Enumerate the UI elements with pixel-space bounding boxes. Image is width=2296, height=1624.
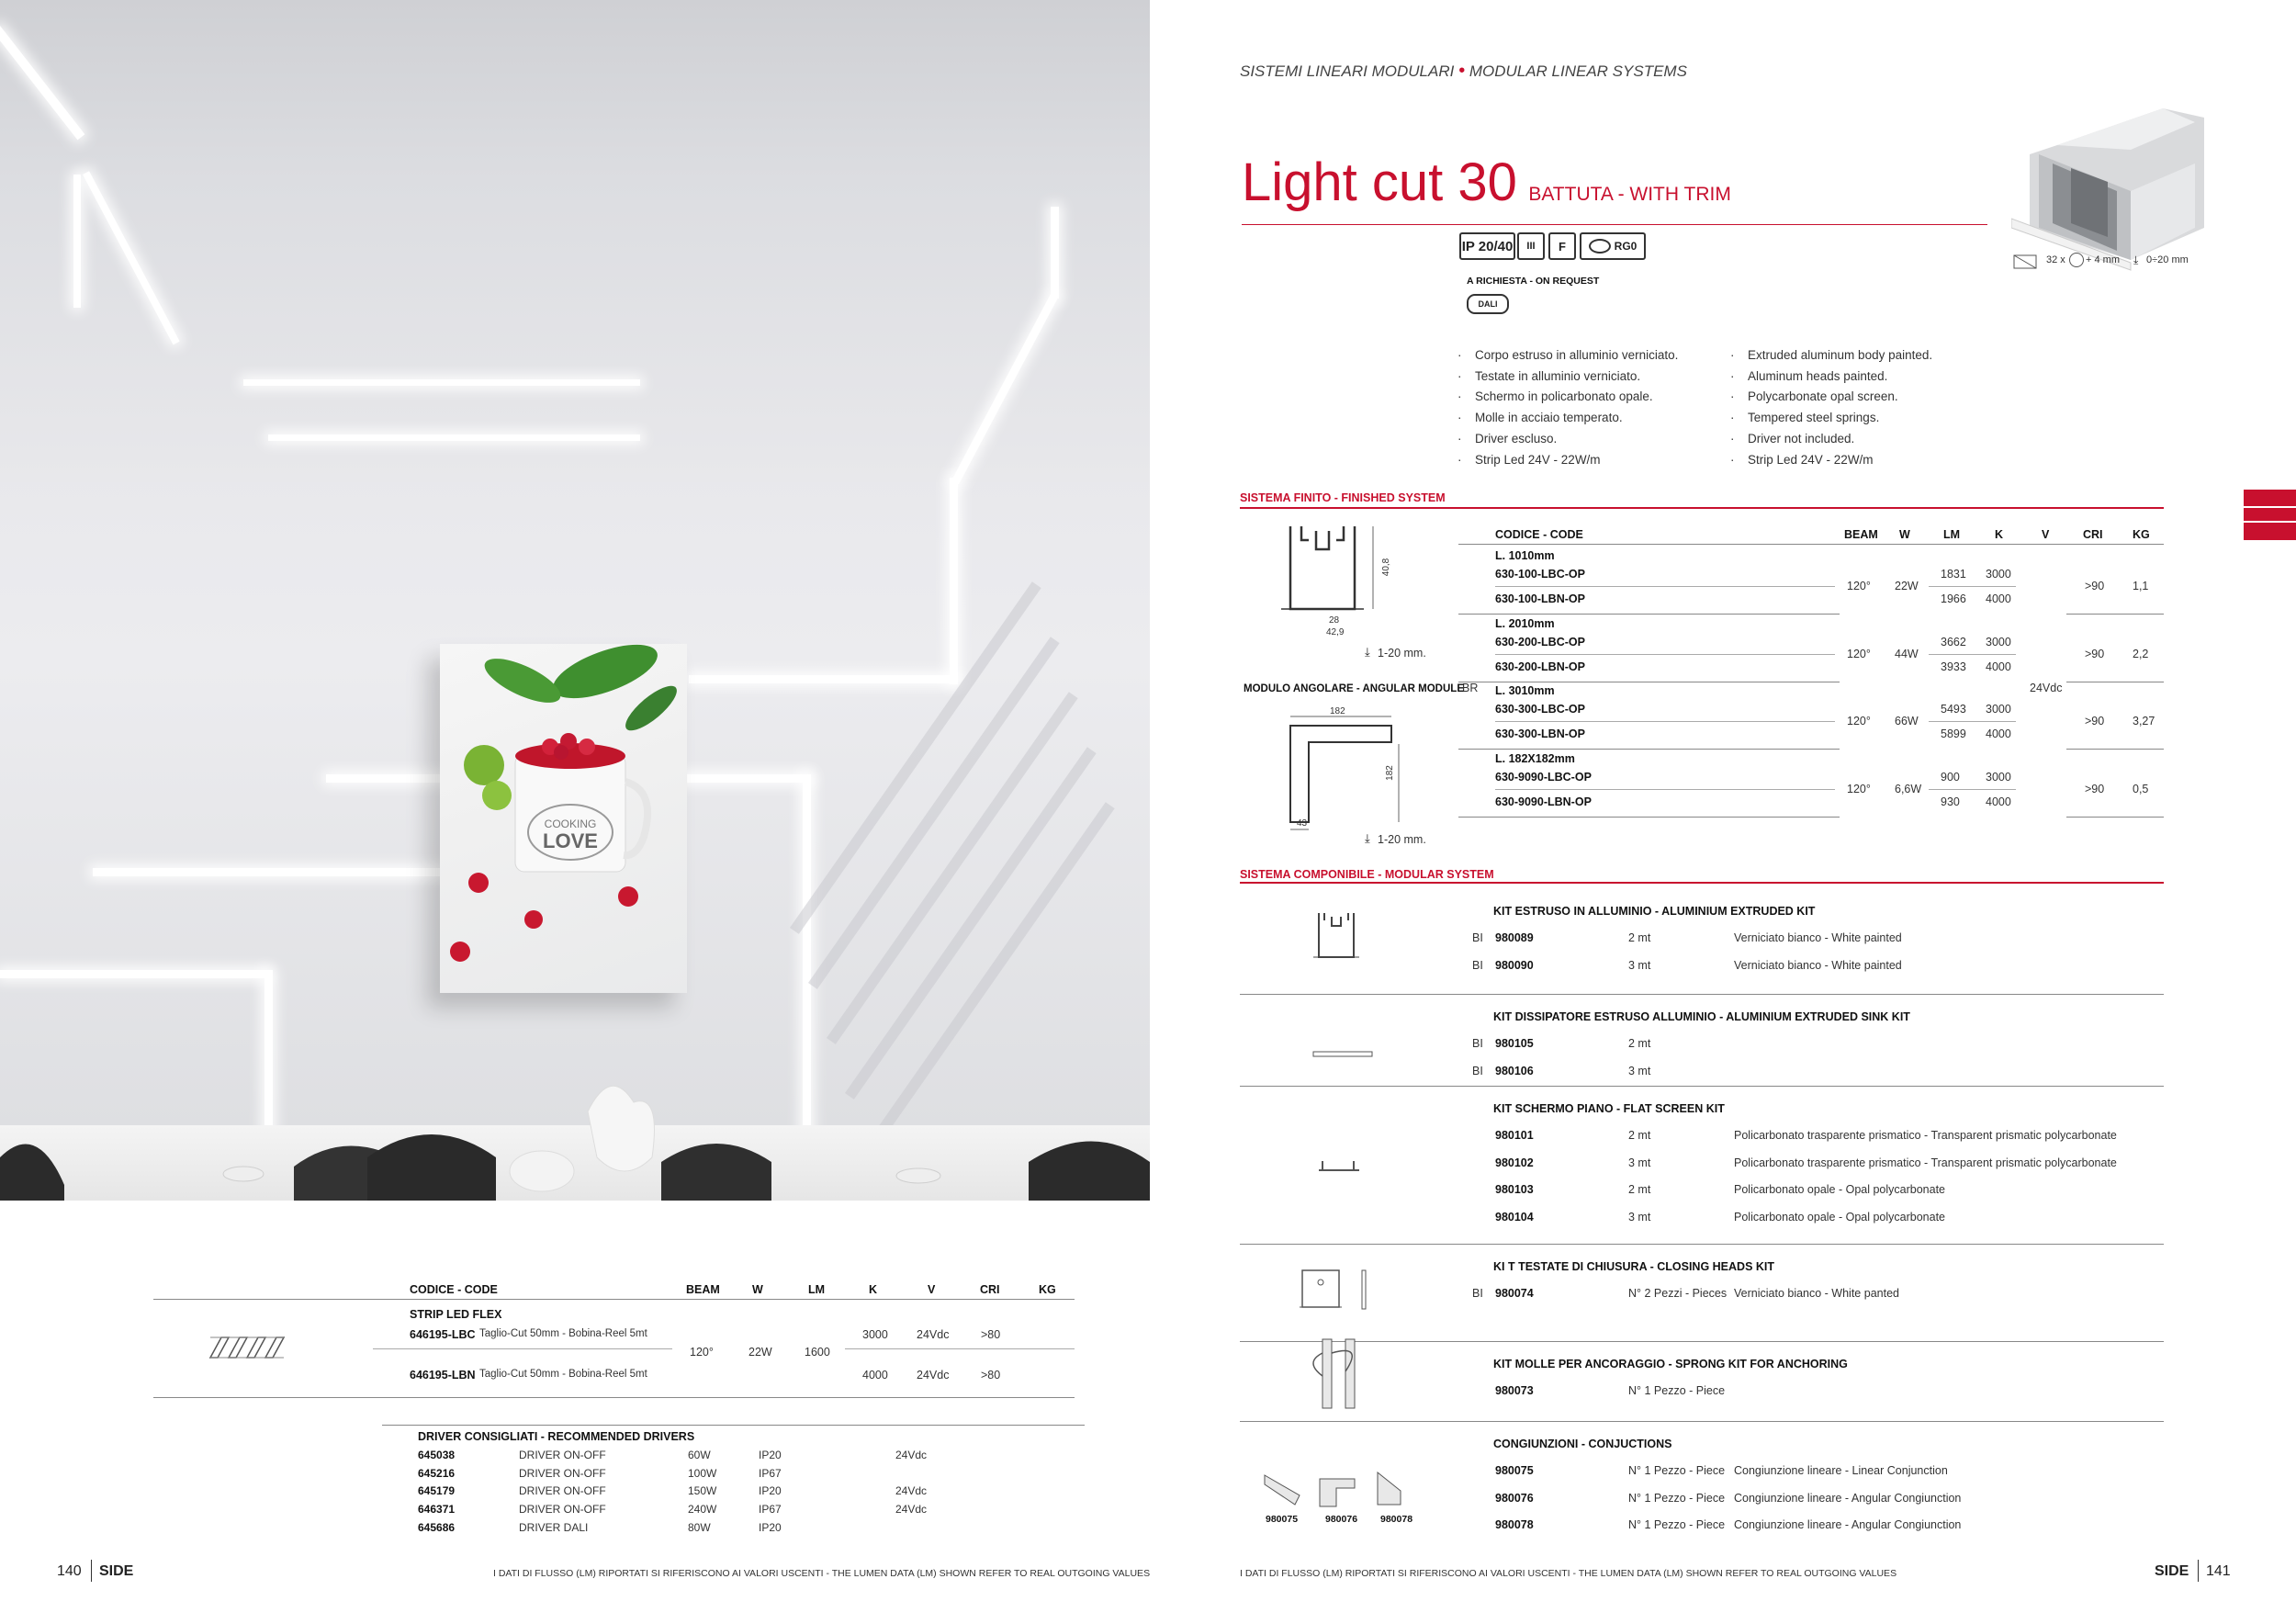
divider	[1495, 721, 1835, 722]
driver-w: 240W	[688, 1503, 717, 1517]
kit-code: 980074	[1495, 1287, 1534, 1300]
kit-qty: 3 mt	[1628, 958, 1651, 972]
group-title: L. 182X182mm	[1495, 751, 1575, 765]
strip-k-1: 3000	[862, 1328, 888, 1341]
feature-en-item: Polycarbonate opal screen.	[1748, 389, 1898, 404]
kit-title: KIT ESTRUSO IN ALLUMINIO - ALUMINIUM EXTRUDED KIT	[1493, 905, 1816, 918]
dali-badge: DALI	[1467, 294, 1509, 314]
driver-name: DRIVER ON-OFF	[519, 1503, 606, 1517]
brand-right: SIDE	[2155, 1563, 2189, 1579]
kit-code: 980105	[1495, 1037, 1534, 1050]
driver-name: DRIVER DALI	[519, 1520, 589, 1534]
dim-w: 28	[1329, 615, 1340, 626]
ip-rating-badge: IP 20/40	[1459, 232, 1515, 260]
divider	[1240, 1244, 2164, 1245]
kit-code: 980075	[1495, 1464, 1534, 1477]
strip-cri-2: >80	[981, 1369, 1001, 1382]
divider	[2066, 749, 2164, 750]
kit-qty: N° 1 Pezzo - Piece	[1628, 1384, 1726, 1397]
driver-v: 24Vdc	[895, 1503, 928, 1517]
finished-code: 630-300-LBC-OP	[1495, 703, 1585, 716]
kit-desc: Verniciato bianco - White painted	[1734, 958, 1902, 972]
kit-color: BI	[1472, 1287, 1483, 1300]
feature-bullet: ·	[1730, 389, 1735, 404]
kit-desc: Policarbonato opale - Opal polycarbonate	[1734, 1183, 1946, 1197]
kit-qty: N° 1 Pezzo - Piece	[1628, 1491, 1726, 1505]
finished-w: 66W	[1895, 715, 1919, 727]
finished-kg: 1,1	[2133, 580, 2149, 592]
group-title: L. 3010mm	[1495, 684, 1555, 697]
finished-w: 22W	[1895, 580, 1919, 592]
divider	[1495, 654, 1835, 655]
modular-section-title: SISTEMA COMPONIBILE - MODULAR SYSTEM	[1240, 868, 1494, 881]
product-title: Light cut 30	[1242, 152, 1517, 212]
strip-code-2: 646195-LBN	[410, 1369, 476, 1382]
divider	[1495, 586, 1835, 587]
feature-bullet: ·	[1458, 431, 1462, 445]
divider	[845, 1348, 1075, 1349]
bullet-dot: •	[1458, 61, 1466, 81]
finished-cri: >90	[2085, 715, 2105, 727]
canvas-picture	[440, 644, 687, 993]
page-number-right: 141	[2206, 1563, 2231, 1579]
driver-w: 80W	[688, 1520, 711, 1534]
finished-underline	[1240, 507, 2164, 509]
driver-ip: IP20	[759, 1520, 782, 1534]
finished-k: 4000	[1986, 660, 2011, 673]
angular-dim-b: 182	[1384, 765, 1395, 781]
finished-lm: 900	[1941, 770, 1960, 784]
driver-code: 646371	[418, 1503, 456, 1517]
feature-bullet: ·	[1730, 348, 1735, 362]
finished-cri: >90	[2085, 647, 2105, 660]
kit-desc: Congiunzione lineare - Angular Congiunction	[1734, 1491, 1962, 1505]
kit-qty: 2 mt	[1628, 1037, 1651, 1050]
kit-color: BI	[1472, 958, 1483, 972]
finished-k: 3000	[1986, 568, 2011, 581]
divider	[1240, 1421, 2164, 1422]
dim-depth: 0÷20 mm	[2146, 254, 2189, 265]
strip-w: 22W	[748, 1346, 772, 1359]
f-mark-icon: F	[1548, 232, 1576, 260]
driver-code: 645216	[418, 1466, 456, 1480]
finished-kg: 2,2	[2133, 647, 2149, 660]
angular-module-drawing	[1281, 707, 1401, 836]
driver-v: 24Vdc	[895, 1449, 928, 1461]
strip-header-cri: CRI	[980, 1283, 1000, 1296]
finished-w: 6,6W	[1895, 782, 1922, 795]
feature-it-item: Schermo in policarbonato opale.	[1475, 389, 1653, 404]
feature-bullet: ·	[1730, 411, 1735, 425]
finished-k: 3000	[1986, 770, 2011, 784]
light-strip	[1051, 207, 1059, 299]
feature-it-item: Molle in acciaio temperato.	[1475, 411, 1623, 425]
finished-beam: 120°	[1847, 580, 1871, 592]
finished-lm: 3933	[1941, 660, 1966, 673]
divider	[91, 1560, 92, 1582]
kit-qty: 3 mt	[1628, 1156, 1651, 1169]
kit-code: 980078	[1495, 1518, 1534, 1532]
driver-w: 150W	[688, 1484, 717, 1498]
strip-beam: 120°	[690, 1346, 714, 1359]
feature-en-item: Aluminum heads painted.	[1748, 368, 1888, 383]
kit-desc: Congiunzione lineare - Linear Conjunction	[1734, 1464, 1948, 1477]
finished-code: 630-300-LBN-OP	[1495, 727, 1585, 740]
strip-code-1: 646195-LBC	[410, 1328, 476, 1341]
feature-bullet: ·	[1458, 452, 1462, 467]
dim-length: 32 x	[2046, 254, 2065, 265]
strip-title: STRIP LED FLEX	[410, 1308, 502, 1321]
subtitle-en: MODULAR LINEAR SYSTEMS	[1469, 62, 1687, 80]
finished-code: 630-9090-LBC-OP	[1495, 770, 1592, 784]
conj-label-2: 980076	[1325, 1514, 1358, 1525]
kit-qty: N° 1 Pezzo - Piece	[1628, 1464, 1726, 1477]
finished-k: 3000	[1986, 703, 2011, 716]
clock-icon	[2069, 253, 2084, 267]
kit-title: KIT MOLLE PER ANCORAGGIO - SPRONG KIT FOR ANCHORING	[1493, 1358, 1848, 1370]
kit-qty: 2 mt	[1628, 1183, 1651, 1197]
strip-v-1: 24Vdc	[917, 1328, 950, 1341]
finished-header-cri: CRI	[2083, 528, 2103, 541]
strip-lm: 1600	[805, 1346, 830, 1359]
feature-bullet: ·	[1458, 389, 1462, 404]
subtitle-it: SISTEMI LINEARI MODULARI	[1240, 62, 1455, 80]
kit-title: CONGIUNZIONI - CONJUCTIONS	[1493, 1438, 1672, 1450]
finished-lm: 5493	[1941, 703, 1966, 716]
strip-header-kg: KG	[1039, 1283, 1056, 1296]
driver-ip: IP67	[759, 1503, 782, 1517]
finished-k: 4000	[1986, 592, 2011, 605]
kit-desc: Verniciato bianco - White panted	[1734, 1287, 1899, 1300]
light-strip	[93, 868, 442, 876]
feature-en-item: Extruded aluminum body painted.	[1748, 348, 1933, 362]
divider	[382, 1425, 1085, 1426]
divider	[1929, 789, 2016, 790]
on-request-label: A RICHIESTA - ON REQUEST	[1467, 276, 1600, 287]
kit-color: BI	[1472, 1037, 1483, 1050]
divider	[1240, 1341, 2164, 1342]
clearance-2: 1-20 mm.	[1378, 833, 1426, 846]
eye-icon	[1589, 239, 1611, 254]
kit-qty: N° 1 Pezzo - Piece	[1628, 1518, 1726, 1532]
kit-desc: Policarbonato trasparente prismatico - Transparent prismatic polycarbonate	[1734, 1129, 2117, 1142]
strip-header-w: W	[752, 1283, 763, 1296]
modular-underline	[1240, 882, 2164, 884]
conjunctions-drawing	[1263, 1468, 1437, 1518]
feature-it-item: Testate in alluminio verniciato.	[1475, 368, 1641, 383]
feature-bullet: ·	[1458, 368, 1462, 383]
clearance-icon: ⤓	[1365, 831, 1370, 845]
finished-kg: 3,27	[2133, 715, 2155, 727]
divider	[1458, 749, 1840, 750]
chairs	[0, 1056, 1150, 1201]
finished-cri: >90	[2085, 782, 2105, 795]
hero-photo	[0, 0, 1150, 1201]
divider	[1929, 721, 2016, 722]
finished-beam: 120°	[1847, 647, 1871, 660]
mug-text-1: COOKING	[544, 818, 597, 830]
finished-k: 4000	[1986, 727, 2011, 740]
divider	[1458, 544, 2164, 545]
finished-beam: 120°	[1847, 715, 1871, 727]
closing-heads-drawing	[1300, 1268, 1373, 1314]
feature-bullet: ·	[1458, 411, 1462, 425]
finished-code: 630-200-LBC-OP	[1495, 635, 1585, 648]
angular-module-label: MODULO ANGOLARE - ANGULAR MODULE	[1244, 683, 1464, 694]
kit-desc: Policarbonato opale - Opal polycarbonate	[1734, 1211, 1946, 1224]
divider	[1240, 1086, 2164, 1087]
clearance: 1-20 mm.	[1378, 647, 1426, 660]
strip-header-code: CODICE - CODE	[410, 1283, 498, 1296]
kit-qty: 3 mt	[1628, 1211, 1651, 1224]
strip-k-2: 4000	[862, 1369, 888, 1382]
driver-w: 100W	[688, 1466, 717, 1480]
kit-color: BI	[1472, 1064, 1483, 1077]
strip-desc-1: Taglio-Cut 50mm - Bobina-Reel 5mt	[479, 1328, 647, 1339]
mug-image	[440, 644, 687, 993]
product-title-suffix: BATTUTA - WITH TRIM	[1528, 184, 1731, 205]
feature-en-item: Strip Led 24V - 22W/m	[1748, 452, 1874, 467]
conj-label-1: 980075	[1266, 1514, 1299, 1525]
strip-header-v: V	[928, 1283, 936, 1296]
kit-code: 980101	[1495, 1129, 1534, 1142]
kit-code: 980089	[1495, 931, 1534, 944]
feature-bullet: ·	[1458, 348, 1462, 362]
group-title: L. 1010mm	[1495, 549, 1555, 562]
kit-color: BI	[1472, 931, 1483, 944]
kit-code: 980103	[1495, 1183, 1534, 1197]
class-iii-icon: III	[1517, 232, 1545, 260]
finished-w: 44W	[1895, 647, 1919, 660]
driver-name: DRIVER ON-OFF	[519, 1484, 606, 1498]
footer-note-left: I DATI DI FLUSSO (LM) RIPORTATI SI RIFERISCONO AI VALORI USCENTI - THE LUMEN DATA (LM) SHOWN REFER TO REAL OUTGOING VALUES	[493, 1568, 1151, 1579]
finished-k: 3000	[1986, 635, 2011, 648]
dim-length-unit: + 4 mm	[2086, 254, 2120, 265]
divider	[2198, 1560, 2199, 1582]
kit-qty: 3 mt	[1628, 1064, 1651, 1077]
divider	[2066, 614, 2164, 615]
driver-code: 645686	[418, 1520, 456, 1534]
kit-desc: Congiunzione lineare - Angular Congiunction	[1734, 1518, 1962, 1532]
light-strip	[243, 379, 640, 386]
length-icon	[2013, 253, 2037, 271]
drivers-title: DRIVER CONSIGLIATI - RECOMMENDED DRIVERS	[418, 1430, 695, 1443]
driver-w: 60W	[688, 1449, 711, 1461]
driver-code: 645038	[418, 1449, 456, 1461]
led-strip-icon	[207, 1330, 289, 1367]
kit-code: 980073	[1495, 1384, 1534, 1397]
finished-header-beam: BEAM	[1844, 528, 1878, 541]
finished-lm: 930	[1941, 795, 1960, 808]
dim-w2: 42,9	[1326, 627, 1345, 637]
kit-qty: 2 mt	[1628, 931, 1651, 944]
kit-title: KIT DISSIPATORE ESTRUSO ALLUMINIO - ALUMINIUM EXTRUDED SINK KIT	[1493, 1010, 1910, 1023]
finished-header-kg: KG	[2133, 528, 2150, 541]
brand-left: SIDE	[99, 1563, 134, 1579]
finished-lm: 1831	[1941, 568, 1966, 581]
finished-beam: 120°	[1847, 782, 1871, 795]
finished-k: 4000	[1986, 795, 2011, 808]
sink-kit-drawing	[1311, 1049, 1376, 1060]
kit-qty: 2 mt	[1628, 1129, 1651, 1142]
dim-h: 40,8	[1381, 558, 1392, 577]
depth-icon: ⤓	[2133, 254, 2139, 266]
driver-code: 645179	[418, 1484, 456, 1498]
feature-it-item: Corpo estruso in alluminio verniciato.	[1475, 348, 1679, 362]
finished-header-w: W	[1899, 528, 1910, 541]
flat-screen-drawing	[1317, 1157, 1363, 1174]
finished-header-v: V	[2042, 528, 2050, 541]
strip-header-beam: BEAM	[686, 1283, 720, 1296]
light-strip	[689, 675, 958, 683]
extruded-kit-drawing	[1313, 909, 1368, 974]
light-strip	[268, 434, 640, 441]
kit-code: 980076	[1495, 1491, 1534, 1505]
feature-en-item: Tempered steel springs.	[1748, 411, 1880, 425]
profile-section-drawing	[1281, 522, 1391, 623]
section-subtitle	[1240, 61, 1687, 82]
footer-note-right: I DATI DI FLUSSO (LM) RIPORTATI SI RIFERISCONO AI VALORI USCENTI - THE LUMEN DATA (LM) SHOWN REFER TO REAL OUTGOING VALUES	[1240, 1568, 1897, 1579]
finished-code: 630-9090-LBN-OP	[1495, 795, 1592, 808]
finished-lm: 1966	[1941, 592, 1966, 605]
feature-it-item: Driver escluso.	[1475, 431, 1558, 445]
kit-desc: Policarbonato trasparente prismatico - Transparent prismatic polycarbonate	[1734, 1156, 2117, 1169]
rg0-eye-icon	[1580, 232, 1646, 260]
kit-title: KIT SCHERMO PIANO - FLAT SCREEN KIT	[1493, 1102, 1725, 1115]
shadow	[827, 692, 1078, 1044]
angular-dim-c: 43	[1297, 818, 1308, 829]
finished-header-code: CODICE - CODE	[1495, 528, 1583, 541]
kit-code: 980104	[1495, 1211, 1534, 1224]
conj-label-3: 980078	[1380, 1514, 1413, 1525]
divider	[373, 1348, 672, 1349]
feature-bullet: ·	[1730, 431, 1735, 445]
driver-ip: IP20	[759, 1484, 782, 1498]
strip-desc-2: Taglio-Cut 50mm - Bobina-Reel 5mt	[479, 1369, 647, 1380]
kit-title: KI T TESTATE DI CHIUSURA - CLOSING HEADS KIT	[1493, 1260, 1775, 1273]
finished-cri: >90	[2085, 580, 2105, 592]
driver-ip: IP67	[759, 1466, 782, 1480]
kit-desc: Verniciato bianco - White painted	[1734, 931, 1902, 944]
angular-dim-a: 182	[1330, 706, 1345, 716]
ceiling	[0, 0, 1150, 179]
finished-voltage: 24Vdc	[2030, 682, 2063, 694]
product-title-block	[1242, 152, 1731, 213]
divider	[1240, 994, 2164, 995]
kit-qty: N° 2 Pezzi - Pieces	[1628, 1287, 1728, 1300]
kit-code: 980106	[1495, 1064, 1534, 1077]
strip-v-2: 24Vdc	[917, 1369, 950, 1382]
finished-lm: 5899	[1941, 727, 1966, 740]
light-strip	[73, 175, 81, 308]
clearance-icon: ⤓	[1365, 645, 1370, 659]
feature-en-item: Driver not included.	[1748, 431, 1855, 445]
driver-name: DRIVER ON-OFF	[519, 1449, 606, 1461]
feature-it-item: Strip Led 24V - 22W/m	[1475, 452, 1601, 467]
mug-text-2: LOVE	[543, 829, 598, 852]
divider	[1458, 614, 1840, 615]
divider	[1458, 817, 1840, 818]
title-underline	[1242, 224, 1987, 225]
feature-bullet: ·	[1730, 452, 1735, 467]
side-tab	[2244, 490, 2296, 540]
strip-header-lm: LM	[808, 1283, 826, 1296]
finished-kg: 0,5	[2133, 782, 2149, 795]
finished-lm: 3662	[1941, 635, 1966, 648]
group-title: L. 2010mm	[1495, 616, 1555, 630]
divider	[153, 1299, 1075, 1300]
strip-cri-1: >80	[981, 1328, 1001, 1341]
finished-section-title: SISTEMA FINITO - FINISHED SYSTEM	[1240, 491, 1446, 504]
finished-header-lm: LM	[1943, 528, 1961, 541]
color-code: BR	[1462, 682, 1479, 694]
light-strip	[950, 478, 958, 684]
divider	[2066, 817, 2164, 818]
rg-label: RG0	[1614, 240, 1638, 253]
feature-bullet: ·	[1730, 368, 1735, 383]
finished-header-k: K	[1995, 528, 2004, 541]
spring-kit-drawing	[1309, 1335, 1373, 1417]
driver-ip: IP20	[759, 1449, 782, 1461]
light-strip	[0, 970, 266, 978]
finished-code: 630-100-LBC-OP	[1495, 568, 1585, 581]
strip-header-k: K	[869, 1283, 878, 1296]
divider	[1929, 654, 2016, 655]
finished-code: 630-100-LBN-OP	[1495, 592, 1585, 605]
driver-v: 24Vdc	[895, 1484, 928, 1498]
driver-name: DRIVER ON-OFF	[519, 1466, 606, 1480]
divider	[1495, 789, 1835, 790]
page-number-left: 140	[57, 1563, 82, 1579]
divider	[153, 1397, 1075, 1398]
kit-code: 980090	[1495, 958, 1534, 972]
divider	[1929, 586, 2016, 587]
kit-code: 980102	[1495, 1156, 1534, 1169]
finished-code: 630-200-LBN-OP	[1495, 660, 1585, 673]
